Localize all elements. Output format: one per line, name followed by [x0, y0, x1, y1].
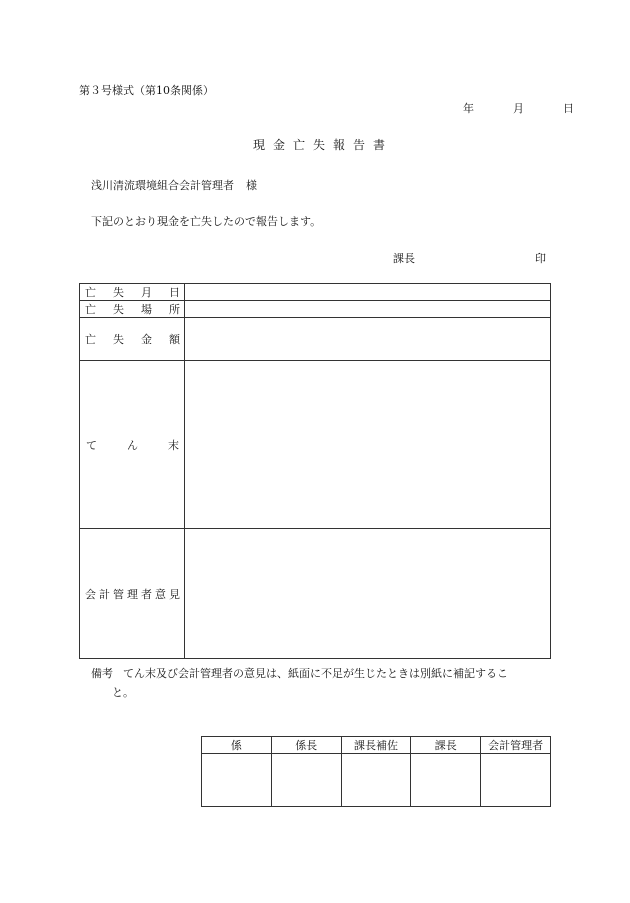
- approval-table: [201, 736, 551, 807]
- value-details[interactable]: [185, 361, 551, 529]
- label-opinion: 会 計 管 理 者 意 見: [80, 529, 185, 659]
- label-loss-place: 亡 失 場 所: [80, 301, 185, 318]
- signature-seal: 印: [535, 252, 546, 265]
- signature-position: 課長: [393, 252, 415, 265]
- document-title: 現金亡失報告書: [252, 138, 393, 152]
- approval-header: 係: [202, 737, 272, 754]
- date-year-label: 年: [463, 102, 474, 115]
- approval-header: 係長: [271, 737, 341, 754]
- addressee-name: 浅川清流環境組合会計管理者: [91, 179, 234, 192]
- label-loss-amount: 亡 失 金 額: [80, 318, 185, 361]
- intro-text: 下記のとおり現金を亡失したので報告します。: [91, 215, 322, 228]
- label-loss-date: 亡 失 月 日: [80, 284, 185, 301]
- label-details: て ん 末: [80, 361, 185, 529]
- approval-stamp-cell[interactable]: [202, 754, 272, 807]
- row-details: [80, 361, 551, 529]
- value-opinion[interactable]: [185, 529, 551, 659]
- approval-header: 課長: [411, 737, 481, 754]
- date-line: [463, 100, 574, 116]
- approval-header: 課長補佐: [341, 737, 411, 754]
- value-loss-amount[interactable]: [185, 318, 551, 361]
- row-loss-date: [80, 284, 551, 301]
- addressee-honorific: 様: [246, 179, 257, 192]
- approval-stamp-cell[interactable]: [341, 754, 411, 807]
- approval-stamp-cell[interactable]: [481, 754, 551, 807]
- report-table: [79, 283, 551, 659]
- remarks-head: 備考: [91, 667, 113, 680]
- value-loss-date[interactable]: [185, 284, 551, 301]
- row-loss-place: [80, 301, 551, 318]
- value-loss-place[interactable]: [185, 301, 551, 318]
- remarks: [91, 665, 508, 683]
- date-day-label: 日: [563, 102, 574, 115]
- row-loss-amount: [80, 318, 551, 361]
- remarks-text: てん末及び会計管理者の意見は、紙面に不足が生じたときは別紙に補記するこ: [123, 667, 508, 680]
- form-number: 第３号様式（第10条関係）: [79, 84, 214, 97]
- approval-stamp-cell[interactable]: [271, 754, 341, 807]
- addressee: [91, 177, 257, 193]
- approval-stamp-cell[interactable]: [411, 754, 481, 807]
- date-month-label: 月: [513, 102, 524, 115]
- remarks-text-cont: と。: [112, 686, 134, 699]
- approval-header: 会計管理者: [481, 737, 551, 754]
- row-opinion: [80, 529, 551, 659]
